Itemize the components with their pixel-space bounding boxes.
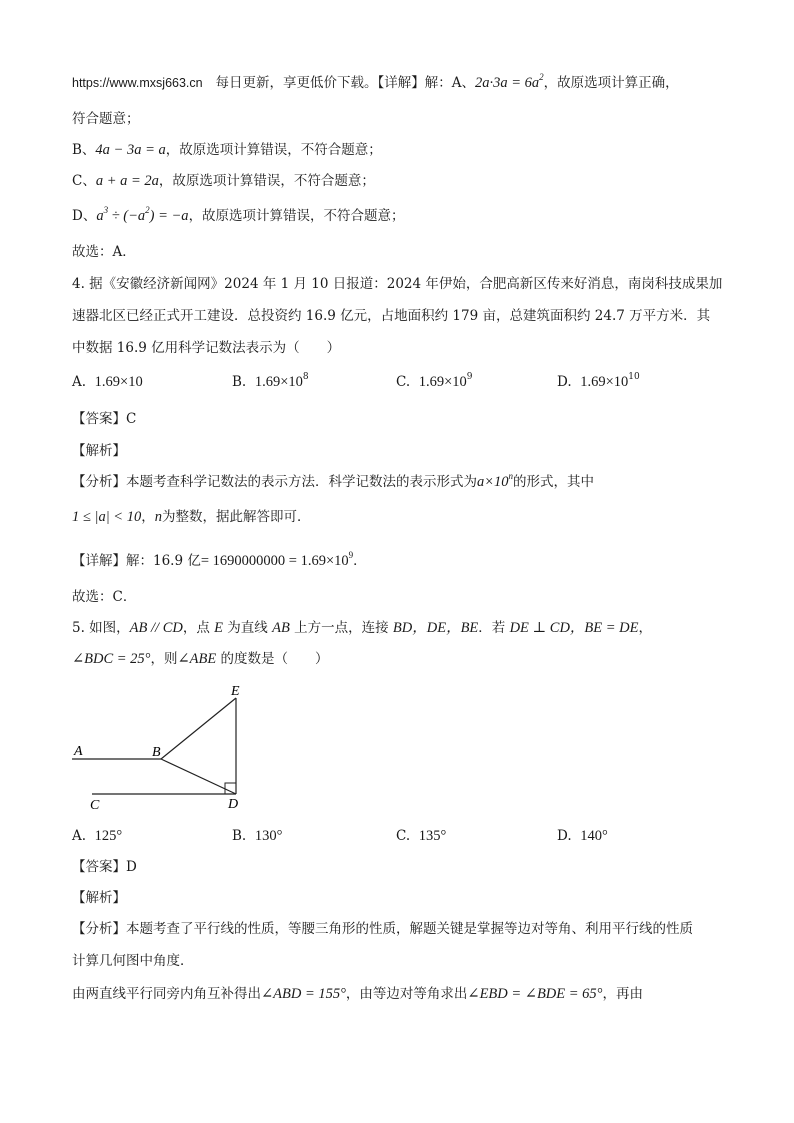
q4-sci-form: $a\times 10^n$ — [477, 471, 514, 490]
q5-answer: 【答案】D — [72, 859, 137, 875]
q5-stem-line1: 5. 如图，AB // CD，点 E 为直线 AB 上方一点，连接 BD，DE，BE．若 DE ⊥ CD，BE = DE， — [72, 620, 653, 636]
q5-option-c: C. 135° — [396, 828, 447, 844]
q3-d-equation: $a^3 \div (-a^2) = -a$ — [96, 205, 189, 224]
q4-condition: 1 ≤ |a| < 10，n为整数，据此解答即可． — [72, 509, 311, 525]
header-line — [72, 73, 679, 93]
segment-be — [161, 698, 236, 759]
point-label-a: A — [74, 744, 83, 759]
q4-fenxi: 【分析】本题考查科学记数法的表示方法．科学记数法的表示形式为$a\times 10^n$的形式，其中 — [72, 471, 595, 490]
q5-analysis-heading: 【解析】 — [72, 890, 126, 906]
q4-choice: 故选：C． — [72, 589, 137, 605]
q4-answer: 【答案】C — [72, 411, 137, 427]
q5-figure-svg — [66, 680, 256, 810]
q3-c-equation: a + a = 2a — [95, 173, 159, 189]
q4-detail-equation: = $1690000000 = 1.69\times 10^9$ — [200, 550, 354, 569]
q3-a-verdict: ，故原选项计算正确， — [543, 75, 679, 91]
point-label-c: C — [90, 798, 100, 810]
q5-geometry-figure — [66, 680, 256, 814]
q3-a-verdict-cont: 符合题意； — [72, 111, 140, 127]
q3-a-equation: $2a\cdot 3a = 6a^2$ — [474, 72, 544, 91]
q4-analysis-heading: 【解析】 — [72, 443, 126, 459]
q3-b-equation: 4a − 3a = a — [95, 142, 166, 158]
q3-option-d-line: D、$a^3 \div (-a^2) = -a$，故原选项计算错误，不符合题意； — [72, 205, 405, 224]
q4-option-b: B. $1.69\times 10^8$ — [232, 372, 309, 390]
point-label-d: D — [228, 797, 239, 810]
q4-option-d: D. $1.69\times 10^{10}$ — [557, 372, 640, 390]
q4-stem-line1: 4. 据《安徽经济新闻网》2024 年 1 月 10 日报道：2024 年伊始，合肥高新区传来好消息，南岗科技成果加 — [72, 276, 723, 292]
q4-stem-line3: 中数据 16.9 亿用科学记数法表示为（ ） — [72, 340, 341, 356]
site-url[interactable]: https://www.mxsj663.cn — [72, 76, 203, 90]
q3-detail-label: 【详解】解：A、 — [377, 75, 475, 91]
site-tagline: 每日更新，享更低价下载。 — [215, 75, 378, 91]
q5-option-b: B. 130° — [232, 828, 283, 844]
q4-stem-line2: 速器北区已经正式开工建设．总投资约 16.9 亿元，占地面积约 179 亩，总建筑面积约 24.7 万平方米．其 — [72, 308, 711, 324]
q5-stem-line2: ∠BDC = 25°，则∠ABE 的度数是（ ） — [72, 651, 329, 667]
right-angle-mark — [225, 783, 236, 794]
q3-option-b-line: B、4a − 3a = a，故原选项计算错误，不符合题意； — [72, 142, 382, 158]
q5-fenxi-line1: 【分析】本题考查了平行线的性质，等腰三角形的性质，解题关键是掌握等边对等角、利用平行线的性质 — [72, 921, 693, 937]
q4-option-c: C. $1.69\times 10^9$ — [396, 372, 473, 390]
q5-option-a: A. 125° — [72, 828, 123, 844]
point-label-b: B — [152, 745, 161, 760]
q4-detail: 【详解】解：16.9 亿= $1690000000 = 1.69\times 10^9$． — [72, 550, 367, 569]
q3-option-c-line: C、a + a = 2a，故原选项计算错误，不符合题意； — [72, 173, 375, 189]
point-label-e: E — [231, 684, 240, 699]
q3-choice: 故选：A． — [72, 244, 136, 260]
q5-option-d: D. 140° — [557, 828, 608, 844]
q5-solution-line: 由两直线平行同旁内角互补得出∠ABD = 155°，由等边对等角求出∠EBD = ∠BDE = 65°，再由 — [72, 986, 643, 1002]
q4-option-a: A. 1.69×10 — [72, 374, 143, 390]
q5-fenxi-line2: 计算几何图中角度． — [72, 953, 194, 969]
q4-condition-math: 1 ≤ |a| < 10 — [72, 509, 142, 525]
